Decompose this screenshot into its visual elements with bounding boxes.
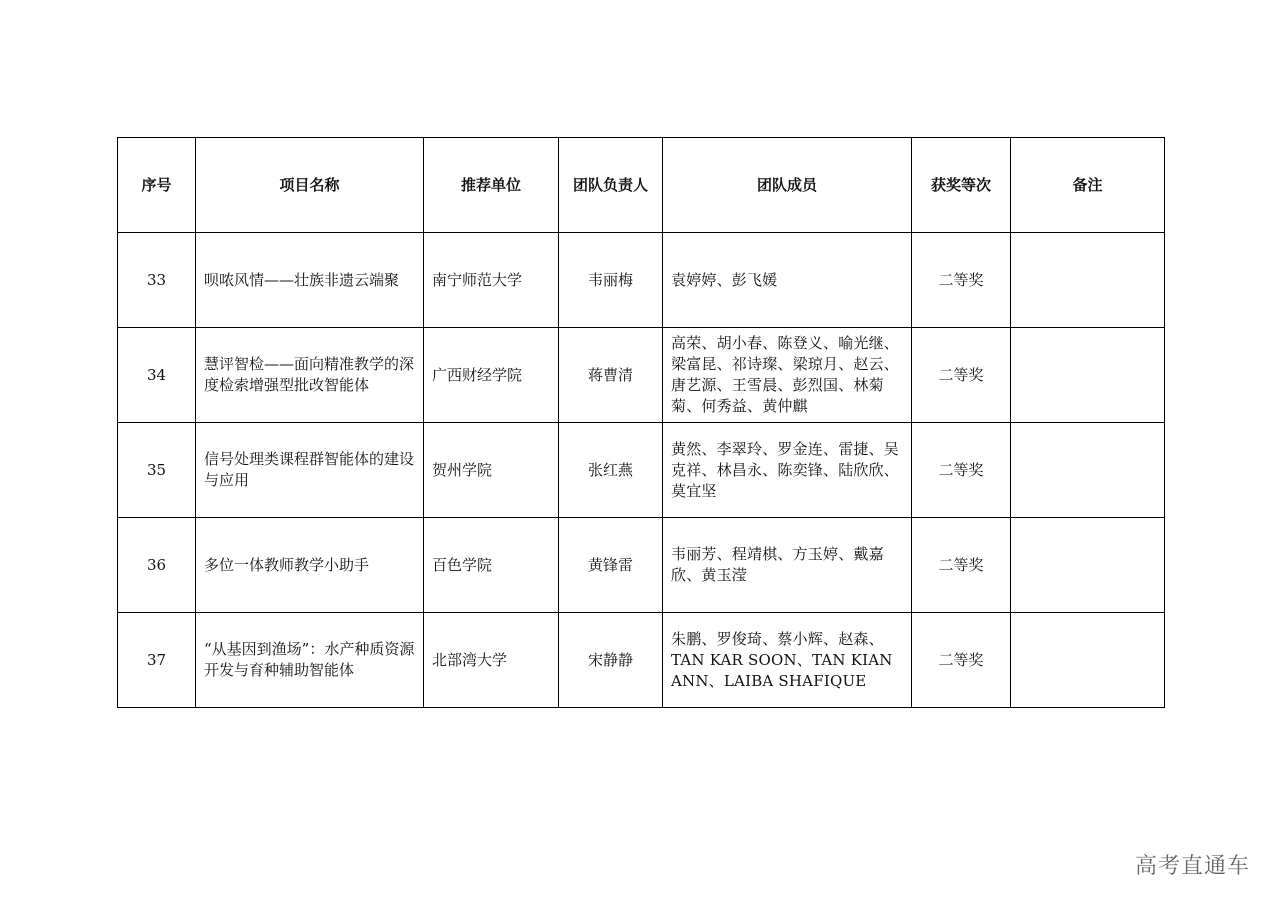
table-row — [118, 613, 1165, 708]
cell-index: 36 — [118, 518, 196, 613]
header-award: 获奖等次 — [912, 138, 1011, 233]
cell-leader: 韦丽梅 — [559, 233, 663, 328]
cell-unit: 南宁师范大学 — [424, 233, 559, 328]
cell-remarks — [1011, 423, 1165, 518]
header-remarks: 备注 — [1011, 138, 1165, 233]
cell-project: 慧评智检——面向精准教学的深度检索增强型批改智能体 — [196, 328, 424, 423]
cell-award: 二等奖 — [912, 423, 1011, 518]
cell-members: 高荣、胡小春、陈登义、喻光继、梁富昆、祁诗璨、梁琼月、赵云、唐艺源、王雪晨、彭烈国、林菊菊、何秀益、黄仲麒 — [663, 328, 912, 423]
cell-index: 35 — [118, 423, 196, 518]
cell-leader: 张红燕 — [559, 423, 663, 518]
cell-remarks — [1011, 328, 1165, 423]
cell-award: 二等奖 — [912, 233, 1011, 328]
cell-index: 33 — [118, 233, 196, 328]
table-row — [118, 328, 1165, 423]
header-index: 序号 — [118, 138, 196, 233]
cell-award: 二等奖 — [912, 328, 1011, 423]
cell-award: 二等奖 — [912, 518, 1011, 613]
table-row — [118, 233, 1165, 328]
cell-unit: 贺州学院 — [424, 423, 559, 518]
cell-remarks — [1011, 518, 1165, 613]
cell-remarks — [1011, 613, 1165, 708]
header-unit: 推荐单位 — [424, 138, 559, 233]
cell-unit: 广西财经学院 — [424, 328, 559, 423]
cell-unit: 北部湾大学 — [424, 613, 559, 708]
cell-members: 韦丽芳、程靖棋、方玉婷、戴嘉欣、黄玉滢 — [663, 518, 912, 613]
header-project: 项目名称 — [196, 138, 424, 233]
cell-remarks — [1011, 233, 1165, 328]
table-row — [118, 423, 1165, 518]
header-members: 团队成员 — [663, 138, 912, 233]
cell-award: 二等奖 — [912, 613, 1011, 708]
watermark-text: 高考直通车 — [1134, 854, 1250, 879]
cell-project: “从基因到渔场”：水产种质资源开发与育种辅助智能体 — [196, 613, 424, 708]
awards-table — [117, 137, 1165, 708]
cell-leader: 黄锋雷 — [559, 518, 663, 613]
cell-project: 多位一体教师教学小助手 — [196, 518, 424, 613]
cell-project: 信号处理类课程群智能体的建设与应用 — [196, 423, 424, 518]
cell-index: 37 — [118, 613, 196, 708]
cell-members: 黄然、李翠玲、罗金连、雷捷、吴克祥、林昌永、陈奕锋、陆欣欣、莫宜坚 — [663, 423, 912, 518]
cell-unit: 百色学院 — [424, 518, 559, 613]
cell-leader: 宋静静 — [559, 613, 663, 708]
header-leader: 团队负责人 — [559, 138, 663, 233]
cell-members: 袁婷婷、彭飞媛 — [663, 233, 912, 328]
cell-leader: 蒋曹清 — [559, 328, 663, 423]
cell-index: 34 — [118, 328, 196, 423]
table-header-row — [118, 138, 1165, 233]
cell-members: 朱鹏、罗俊琦、蔡小辉、赵森、TAN KAR SOON、TAN KIAN ANN、LAIBA SHAFIQUE — [663, 613, 912, 708]
table-row — [118, 518, 1165, 613]
cell-project: 呗哝风情——壮族非遗云端聚 — [196, 233, 424, 328]
